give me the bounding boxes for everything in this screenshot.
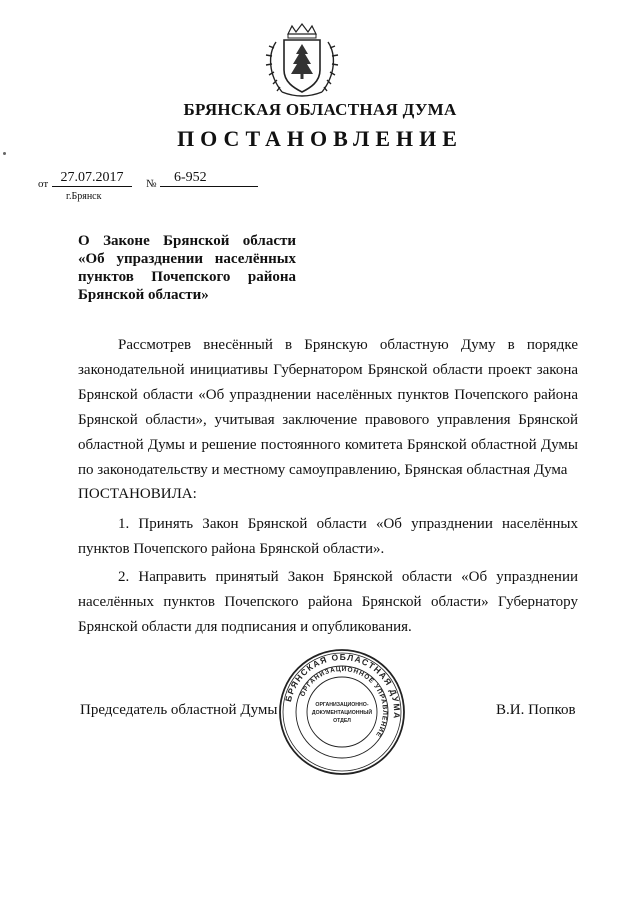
official-stamp <box>278 648 406 776</box>
margin-mark <box>3 152 6 155</box>
item-line: 1. Принять Закон Брянской области «Об упразднении населённых <box>118 516 578 532</box>
preamble-line: по законодательству и местному самоуправлению, Брянская областная Дума <box>78 462 568 478</box>
stamp-center-line: ОТДЕЛ <box>333 718 351 724</box>
preamble-paragraph <box>78 333 578 483</box>
document-date: 27.07.2017 <box>52 170 132 187</box>
stamp-center-line: ДОКУМЕНТАЦИОННЫЙ <box>311 710 373 716</box>
coat-of-arms-emblem <box>262 20 342 100</box>
signatory-name: В.И. Попков <box>496 702 576 718</box>
resolved-heading: ПОСТАНОВИЛА: <box>78 486 197 502</box>
signatory-title: Председатель областной Думы <box>80 702 278 718</box>
date-prefix: от <box>38 178 49 190</box>
preamble-line: законодательной инициативы Губернатором Брянской области проект закона <box>78 362 578 378</box>
preamble-line: Брянской области», учитывая заключение правового управления Брянской <box>78 412 578 428</box>
item-line: Брянской области для подписания и опубликования. <box>78 619 412 635</box>
resolution-item-1 <box>78 512 578 562</box>
preamble-line: областной Думы и решение постоянного комитета Брянской областной Думы <box>78 437 578 453</box>
document-city: г.Брянск <box>66 191 102 202</box>
organization-name: БРЯНСКАЯ ОБЛАСТНАЯ ДУМА <box>183 100 457 119</box>
item-line: пунктов Почепского района Брянской области». <box>78 541 385 557</box>
stamp-outer-text: БРЯНСКАЯ ОБЛАСТНАЯ ДУМА <box>283 651 403 721</box>
item-line: населённых пунктов Почепского района Брянской области» Губернатору <box>78 594 578 610</box>
preamble-line: Брянской области «Об упразднении населённых пунктов Почепского района <box>78 387 578 403</box>
resolution-item-2 <box>78 565 578 640</box>
stamp-ring-text: ОРГАНИЗАЦИОННОЕ УПРАВЛЕНИЕ <box>299 665 389 739</box>
item-line: 2. Направить принятый Закон Брянской области «Об упразднении <box>118 569 578 585</box>
stamp-center-line: ОРГАНИЗАЦИОННО- <box>315 702 369 708</box>
number-prefix: № <box>146 178 157 190</box>
document-number: 6-952 <box>160 170 258 187</box>
document-meta <box>38 170 278 210</box>
preamble-line: Рассмотрев внесённый в Брянскую областную Думу в порядке <box>118 337 578 353</box>
document-type-title: ПОСТАНОВЛЕНИЕ <box>177 126 463 151</box>
document-subject: О Законе Брянской области «Об упразднении населённых пунктов Почепского района Брянской области» <box>78 233 296 303</box>
